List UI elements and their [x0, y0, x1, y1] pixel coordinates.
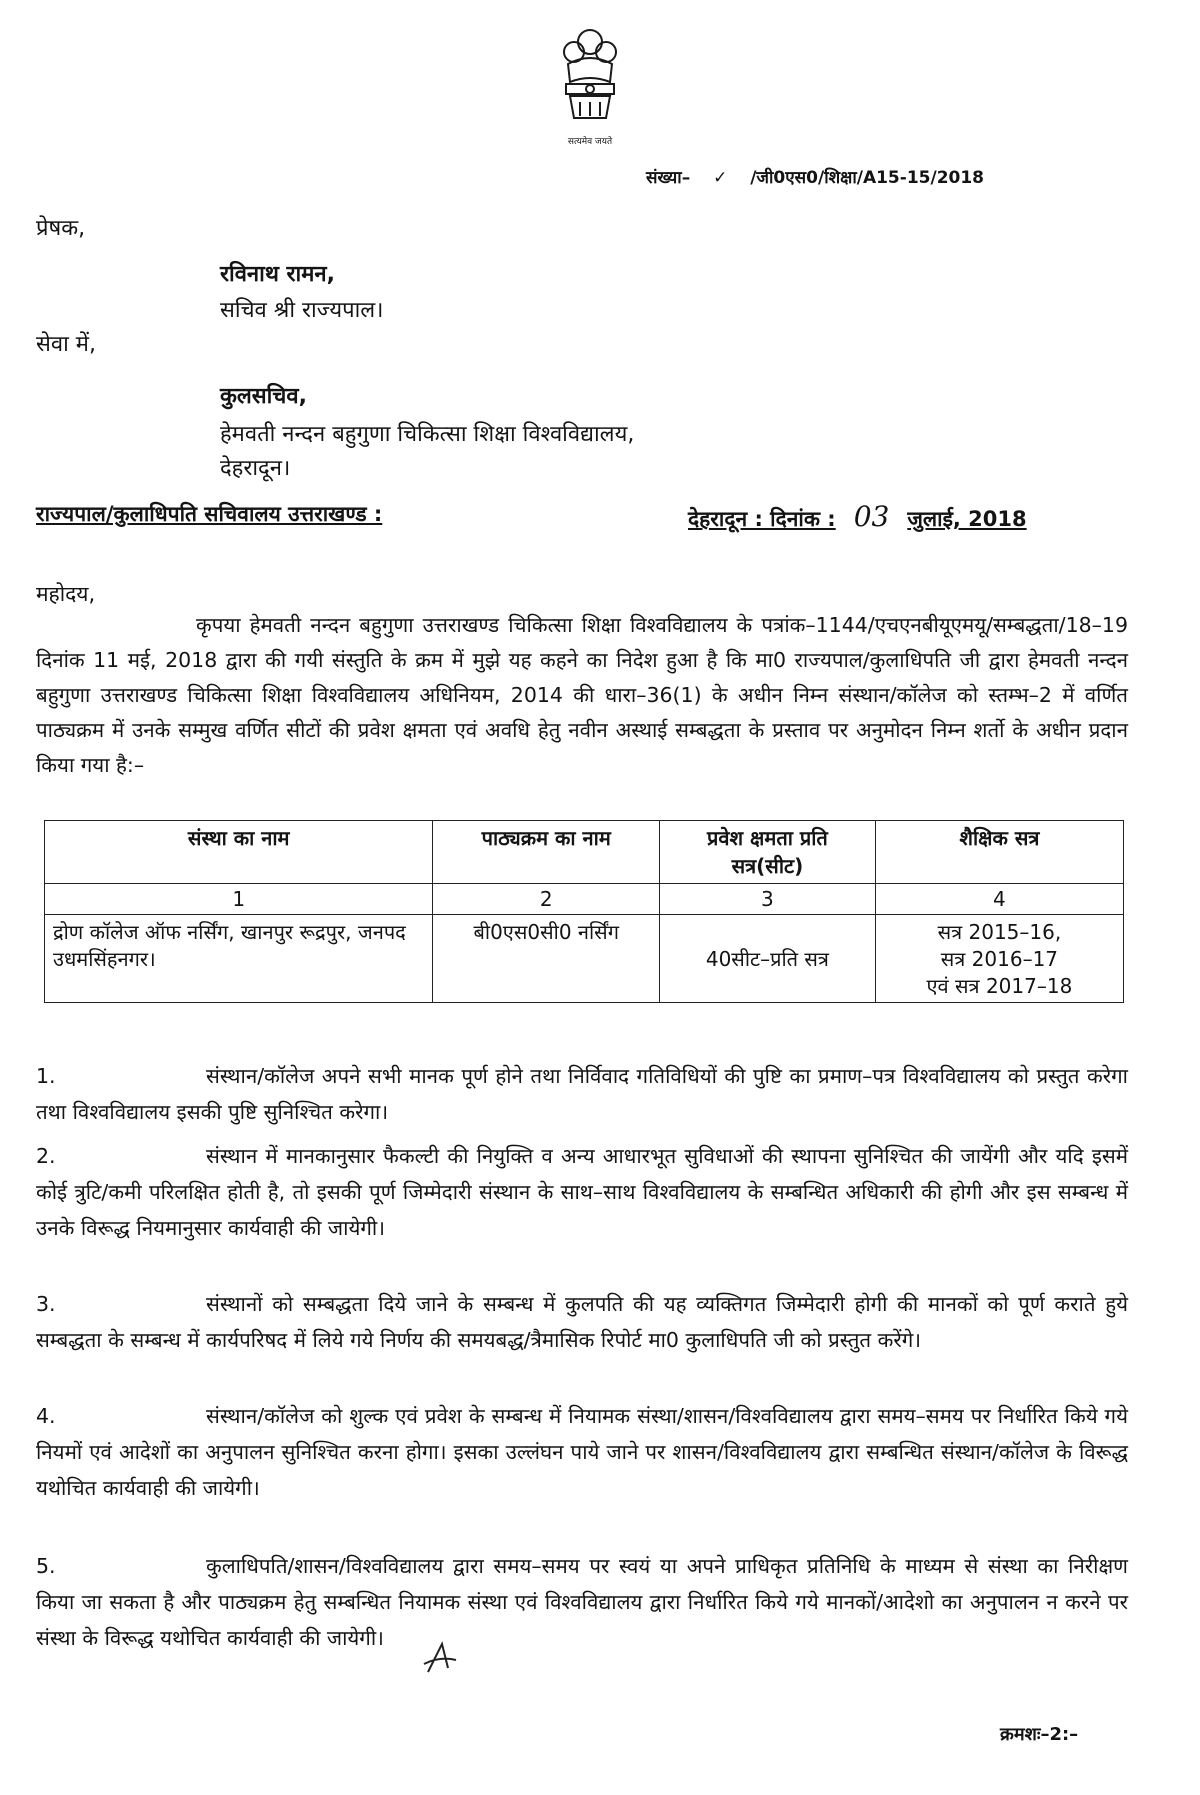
condition-1: [36, 1058, 1128, 1130]
ashoka-emblem-icon: [550, 22, 630, 132]
session-line: एवं सत्र 2017–18: [926, 974, 1073, 998]
column-number: 3: [660, 884, 876, 915]
condition-number: 2.: [36, 1144, 56, 1168]
date-day: 03: [853, 500, 890, 533]
body-text: कृपया हेमवती नन्दन बहुगुणा उत्तराखण्ड चिकित्सा शिक्षा विश्वविद्यालय के पत्रांक–1144/एचएनबीयूएमयू/सम्बद्धता/18–19 दिनांक 11 मई, 2018 द्वारा की गयी संस्तुति के क्रम में मुझे यह कहने का निदेश हुआ है कि मा0 राज्यपाल/कुलाधिपति जी द्वारा हेमवती नन्दन बहुगुणा उत्तराखण्ड चिकित्सा शिक्षा विश्वविद्यालय अधिनियम, 2014 की धारा–36(1) के अधीन निम्न संस्थान/कॉलेज को स्तम्भ–2 में वर्णित पाठ्यक्रम में उनके सम्मुख वर्णित सीटों की प्रवेश क्षमता एवं अवधि हेतु नवीन अस्थाई सम्बद्धता के प्रस्ताव पर अनुमोदन निम्न शर्तो के अधीन प्रदान किया गया है:–: [36, 613, 1128, 777]
condition-4: [36, 1398, 1128, 1506]
table-header: प्रवेश क्षमता प्रति सत्र(सीट): [660, 821, 876, 884]
recipient-title: कुलसचिव,: [220, 384, 307, 409]
affiliation-table: [44, 820, 1124, 1003]
institute-cell: द्रोण कॉलेज ऑफ नर्सिंग, खानपुर रूद्रपुर, जनपद उधमसिंहनगर।: [45, 915, 433, 1003]
reference-prefix: संख्या–: [646, 168, 691, 188]
condition-text: संस्थान में मानकानुसार फैकल्टी की नियुक्ति व अन्य आधारभूत सुविधाओं की स्थापना सुनिश्चित की जायेंगी और यदि इसमें कोई त्रुटि/कमी परिलक्षित होती है, तो इसकी पूर्ण जिम्मेदारी संस्थान के साथ–साथ विश्वविद्यालय के सम्बन्धित अधिकारी की होगी और इस सम्बन्ध में उनके विरूद्ध नियमानुसार कार्यवाही की जायेगी।: [36, 1144, 1128, 1240]
session-line: सत्र 2015–16,: [937, 920, 1062, 944]
body-paragraph: [36, 608, 1128, 783]
condition-text: संस्थान/कॉलेज को शुल्क एवं प्रवेश के सम्बन्ध में नियामक संस्था/शासन/विश्वविद्यालय द्वारा समय–समय पर निर्धारित किये गये नियमों एवं आदेशों का अनुपालन सुनिश्चित करना होगा। इसका उल्लंघन पाये जाने पर शासन/विश्वविद्यालय द्वारा सम्बन्धित संस्थान/कॉलेज के विरूद्ध यथोचित कार्यवाही की जायेगी।: [36, 1404, 1128, 1500]
table-header: संस्था का नाम: [45, 821, 433, 884]
emblem-motto: सत्यमेव जयते: [567, 137, 613, 147]
table-header: पाठ्यक्रम का नाम: [433, 821, 660, 884]
capacity-cell: 40सीट–प्रति सत्र: [660, 915, 876, 1003]
initials-signature: [420, 1638, 460, 1678]
salutation: महोदय,: [36, 582, 96, 606]
condition-text: संस्थान/कॉलेज अपने सभी मानक पूर्ण होने तथा निर्विवाद गतिविधियों की पुष्टि का प्रमाण–पत्र विश्वविद्यालय को प्रस्तुत करेगा तथा विश्वविद्यालय इसकी पुष्टि सुनिश्चित करेगा।: [36, 1064, 1128, 1124]
table-row: [45, 915, 1124, 1003]
date-line: [688, 500, 1027, 533]
column-number: 2: [433, 884, 660, 915]
condition-5: [36, 1548, 1128, 1656]
sender-designation: सचिव श्री राज्यपाल।: [220, 298, 384, 323]
recipient-label: सेवा में,: [36, 332, 96, 357]
continued-marker: क्रमशः–2:–: [1000, 1724, 1079, 1745]
date-label: देहरादून : दिनांक :: [688, 507, 836, 531]
recipient-org: हेमवती नन्दन बहुगुणा चिकित्सा शिक्षा विश्वविद्यालय,: [220, 422, 635, 447]
column-number: 4: [875, 884, 1123, 915]
condition-number: 1.: [36, 1064, 56, 1088]
course-cell: बी0एस0सी0 नर्सिंग: [433, 915, 660, 1003]
condition-number: 4.: [36, 1404, 56, 1428]
condition-number: 5.: [36, 1554, 56, 1578]
table-number-row: [45, 884, 1124, 915]
condition-number: 3.: [36, 1292, 56, 1316]
session-line: सत्र 2016–17: [940, 947, 1059, 971]
reference-suffix: /जी0एस0/शिक्षा/A15-15/2018: [750, 168, 985, 188]
condition-text: कुलाधिपति/शासन/विश्वविद्यालय द्वारा समय–समय पर स्वयं या अपने प्राधिकृत प्रतिनिधि के माध्यम से संस्था का निरीक्षण किया जा सकता है और पाठ्यक्रम हेतु सम्बन्धित नियामक संस्था एवं विश्वविद्यालय द्वारा निर्धारित किये गये मानकों/आदेशो का अनुपालन न करने पर संस्था के विरूद्ध यथोचित कार्यवाही की जायेगी।: [36, 1554, 1128, 1650]
date-month-year: जुलाई, 2018: [907, 507, 1027, 531]
condition-text: संस्थानों को सम्बद्धता दिये जाने के सम्बन्ध में कुलपति की यह व्यक्तिगत जिम्मेदारी होगी की मानकों को पूर्ण कराते हुये सम्बद्धता के सम्बन्ध में कार्यपरिषद में लिये गये निर्णय की समयबद्ध/त्रैमासिक रिपोर्ट मा0 कुलाधिपति जी को प्रस्तुत करेंगे।: [36, 1292, 1128, 1352]
sender-name: रविनाथ रामन,: [220, 262, 335, 287]
condition-2: [36, 1138, 1128, 1246]
office-name: राज्यपाल/कुलाधिपति सचिवालय उत्तराखण्ड :: [36, 502, 383, 526]
condition-3: [36, 1286, 1128, 1358]
column-number: 1: [45, 884, 433, 915]
handwritten-mark: ✓: [713, 168, 728, 188]
session-cell: [875, 915, 1123, 1003]
table-header: शैक्षिक सत्र: [875, 821, 1123, 884]
table-header-row: [45, 821, 1124, 884]
recipient-city: देहरादून।: [220, 456, 291, 481]
sender-label: प्रेषक,: [36, 216, 86, 241]
reference-number: [646, 165, 984, 188]
emblem: [540, 22, 640, 157]
